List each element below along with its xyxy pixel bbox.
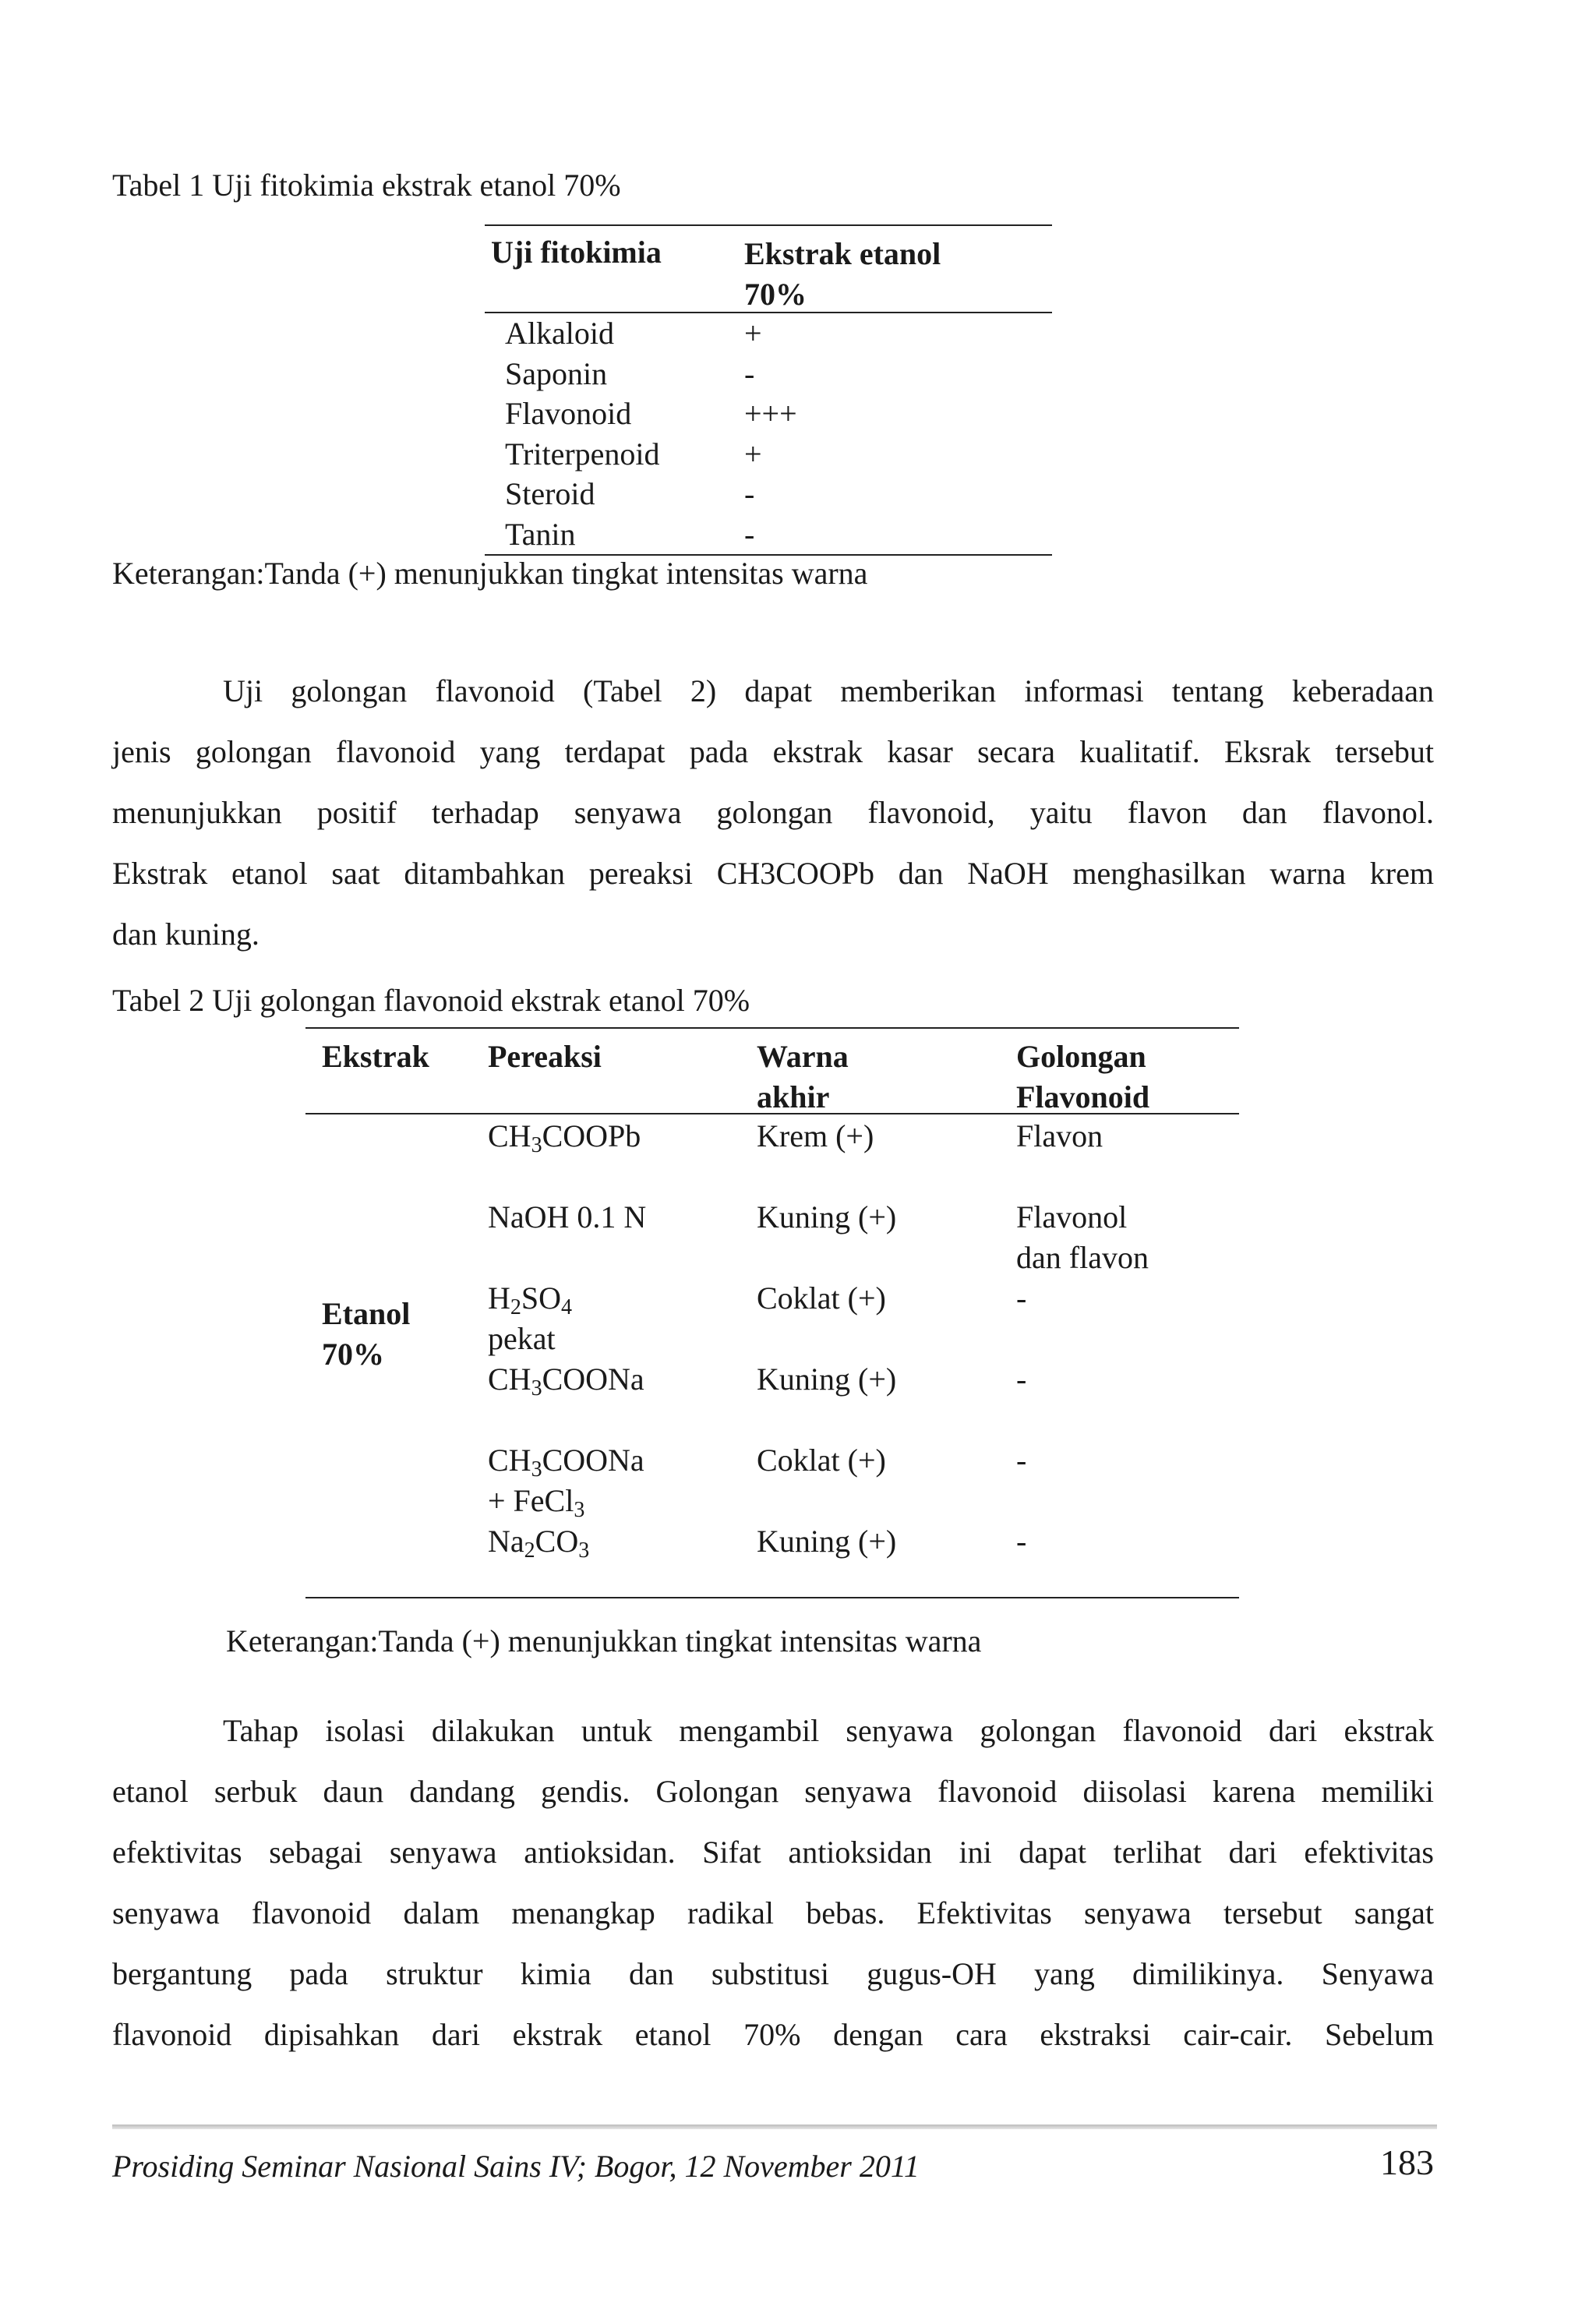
table2-header-pereaksi: Pereaksi bbox=[488, 1039, 602, 1074]
table2-header-golongan-line2: Flavonoid bbox=[1016, 1079, 1150, 1114]
table2-caption: Tabel 2 Uji golongan flavonoid ekstrak etanol 70% bbox=[112, 983, 750, 1018]
paragraph-2 bbox=[112, 1701, 1434, 2065]
table1-row bbox=[485, 313, 1052, 354]
table2-note: Keterangan:Tanda (+) menunjukkan tingkat intensitas warna bbox=[226, 1623, 982, 1658]
table2-header-warna-line1: Warna bbox=[757, 1039, 849, 1074]
table1-result: +++ bbox=[744, 396, 797, 431]
paragraph-line: efektivitas sebagai senyawa antioksidan. Sifat antioksidan ini dapat terlihat dari efektivitas bbox=[112, 1835, 1434, 1870]
table2-ekstrak-line1: Etanol bbox=[322, 1296, 411, 1331]
table2-pereaksi: $Na_2CO_3$ bbox=[488, 1524, 590, 1563]
table2-pereaksi bbox=[488, 1278, 572, 1359]
table2-pereaksi: $CH_3COONa$ bbox=[488, 1362, 644, 1400]
table2 bbox=[305, 1027, 1239, 1604]
table1-row bbox=[485, 474, 1052, 514]
table2-golongan: - bbox=[1016, 1280, 1027, 1316]
paragraph-1 bbox=[112, 661, 1434, 965]
table2-pereaksi-line1: $H_2SO_4$ bbox=[488, 1280, 573, 1319]
table2-pereaksi-line1: $CH_3COONa$ bbox=[488, 1443, 644, 1482]
table2-golongan: Flavon bbox=[1016, 1118, 1103, 1153]
table2-warna: Krem (+) bbox=[757, 1118, 874, 1153]
table2-pereaksi-line2: pekat bbox=[488, 1321, 556, 1356]
table2-golongan-line1: Flavonol bbox=[1016, 1199, 1128, 1234]
table2-warna: Kuning (+) bbox=[757, 1199, 897, 1234]
paragraph-line: Uji golongan flavonoid (Tabel 2) dapat memberikan informasi tentang keberadaan bbox=[223, 673, 1434, 708]
footer-rule bbox=[112, 2125, 1437, 2129]
table2-warna: Kuning (+) bbox=[757, 1524, 897, 1559]
table2-ekstrak-line2: 70% bbox=[322, 1337, 384, 1372]
table1-result: - bbox=[744, 516, 755, 552]
table2-ekstrak-cell bbox=[322, 1294, 410, 1375]
table2-warna: Coklat (+) bbox=[757, 1280, 886, 1316]
page-number: 183 bbox=[1380, 2142, 1434, 2182]
table2-header-warna bbox=[757, 1037, 849, 1118]
table1-header-result: Ekstrak etanol 70% bbox=[744, 236, 941, 312]
table1 bbox=[485, 224, 1052, 556]
table2-header-golongan bbox=[1016, 1037, 1149, 1118]
paragraph-line: bergantung pada struktur kimia dan substitusi gugus-OH yang dimilikinya. Senyawa bbox=[112, 1956, 1434, 1991]
table2-pereaksi bbox=[488, 1440, 644, 1521]
table2-header-golongan-line1: Golongan bbox=[1016, 1039, 1146, 1074]
table2-golongan: - bbox=[1016, 1362, 1027, 1397]
table1-row bbox=[485, 394, 1052, 434]
paragraph-line: etanol serbuk daun dandang gendis. Golongan senyawa flavonoid diisolasi karena memiliki bbox=[112, 1774, 1434, 1809]
paragraph-line: Tahap isolasi dilakukan untuk mengambil senyawa golongan flavonoid dari ekstrak bbox=[223, 1713, 1434, 1748]
table1-result: + bbox=[744, 436, 762, 472]
table2-golongan bbox=[1016, 1197, 1149, 1278]
table2-pereaksi: $CH_3COOPb$ bbox=[488, 1118, 641, 1157]
table2-top-rule bbox=[305, 1027, 1239, 1029]
table1-test: Saponin bbox=[505, 355, 608, 391]
paragraph-line: senyawa flavonoid dalam menangkap radikal bebas. Efektivitas senyawa tersebut sangat bbox=[112, 1895, 1434, 1930]
table1-result: - bbox=[744, 355, 755, 391]
table2-golongan: - bbox=[1016, 1524, 1027, 1559]
paragraph-line: menunjukkan positif terhadap senyawa golongan flavonoid, yaitu flavon dan flavonol. bbox=[112, 795, 1434, 830]
table1-test: Tanin bbox=[505, 516, 576, 552]
footer-journal: Prosiding Seminar Nasional Sains IV; Bogor, 12 November 2011 bbox=[112, 2149, 920, 2184]
table2-pereaksi-line2: + FeCl$_3$ bbox=[488, 1483, 585, 1522]
table2-golongan: - bbox=[1016, 1443, 1027, 1478]
paragraph-line: jenis golongan flavonoid yang terdapat pada ekstrak kasar secara kualitatif. Eksrak tersebut bbox=[112, 734, 1434, 769]
paragraph-line: dan kuning. bbox=[112, 917, 260, 952]
table1-result: + bbox=[744, 316, 762, 351]
table2-header-warna-line2: akhir bbox=[757, 1079, 830, 1114]
table1-result: - bbox=[744, 476, 755, 511]
table2-bottom-rule bbox=[305, 1597, 1239, 1598]
table1-row bbox=[485, 434, 1052, 475]
table2-header-rule bbox=[305, 1113, 1239, 1114]
table1-test: Triterpenoid bbox=[505, 436, 660, 472]
table1-header bbox=[485, 224, 1052, 313]
table1-test: Flavonoid bbox=[505, 396, 632, 431]
table1-test: Steroid bbox=[505, 476, 595, 511]
paragraph-line: flavonoid dipisahkan dari ekstrak etanol 70% dengan cara ekstraksi cair-cair. Sebelum bbox=[112, 2017, 1434, 2052]
table2-warna: Kuning (+) bbox=[757, 1362, 897, 1397]
table2-golongan-line2: dan flavon bbox=[1016, 1240, 1149, 1275]
table1-note: Keterangan:Tanda (+) menunjukkan tingkat intensitas warna bbox=[112, 556, 868, 591]
table1-caption: Tabel 1 Uji fitokimia ekstrak etanol 70% bbox=[112, 168, 621, 203]
table1-header-test: Uji fitokimia bbox=[491, 235, 662, 270]
table2-pereaksi: NaOH 0.1 N bbox=[488, 1199, 647, 1234]
paragraph-line: Ekstrak etanol saat ditambahkan pereaksi CH3COOPb dan NaOH menghasilkan warna krem bbox=[112, 856, 1434, 891]
table1-test: Alkaloid bbox=[505, 316, 614, 351]
table2-header-ekstrak: Ekstrak bbox=[322, 1039, 429, 1074]
table1-row bbox=[485, 354, 1052, 394]
table1-row bbox=[485, 514, 1052, 555]
table2-warna: Coklat (+) bbox=[757, 1443, 886, 1478]
